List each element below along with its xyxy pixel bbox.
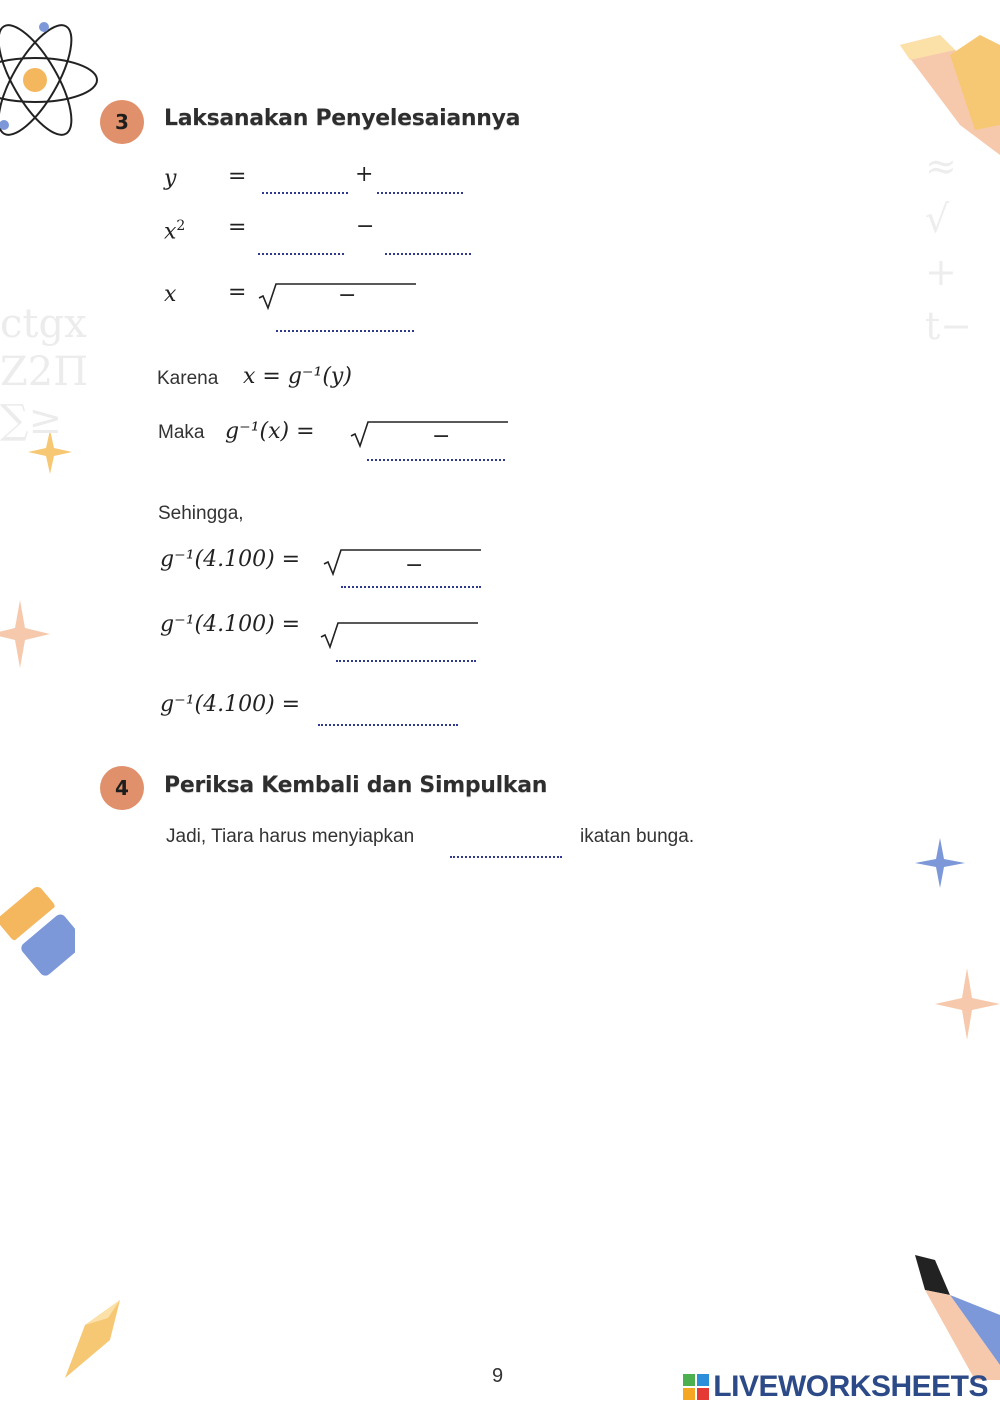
maka-label: Maka xyxy=(158,422,205,443)
step-3-title: Laksanakan Penyelesaiannya xyxy=(164,106,521,131)
answer-blank[interactable] xyxy=(276,330,414,332)
answer-blank[interactable] xyxy=(450,856,562,858)
answer-blank[interactable] xyxy=(318,724,458,726)
row3-operator: − xyxy=(338,283,357,308)
liveworksheets-brand: LIVEWORKSHEETS xyxy=(713,1370,988,1403)
liveworksheets-logo[interactable] xyxy=(683,1370,988,1404)
background-scribble: ≈ √ + t− xyxy=(925,144,973,348)
row2-exponent: 2 xyxy=(176,218,186,234)
row1-equals: = xyxy=(228,164,247,189)
answer-blank[interactable] xyxy=(367,459,505,461)
sparkle-icon xyxy=(915,838,965,888)
row2-lhs xyxy=(164,218,185,244)
row1-lhs: y xyxy=(164,166,177,191)
sparkle-icon xyxy=(935,968,1000,1040)
answer-blank[interactable] xyxy=(258,253,344,255)
square-root-icon xyxy=(323,548,483,576)
karena-expression: x = g⁻¹(y) xyxy=(243,364,352,389)
row2-variable: x xyxy=(164,219,177,245)
answer-blank[interactable] xyxy=(341,586,481,588)
conclusion-text-after: ikatan bunga. xyxy=(580,826,695,847)
answer-blank[interactable] xyxy=(336,660,476,662)
row1-operator: + xyxy=(355,162,374,187)
answer-blank[interactable] xyxy=(377,192,463,194)
answer-blank[interactable] xyxy=(385,253,471,255)
row2-equals: = xyxy=(228,215,247,240)
background-scribble: ctgx Z2Π ∑≥ xyxy=(0,301,89,443)
karena-label: Karena xyxy=(157,368,219,389)
row3-equals: = xyxy=(228,280,247,305)
row3-lhs: x xyxy=(164,282,177,307)
calc3-expression: g⁻¹(4.100) = xyxy=(160,692,301,717)
pencil-icon xyxy=(60,1300,125,1380)
row2-operator: − xyxy=(356,214,375,239)
calc1-expression: g⁻¹(4.100) = xyxy=(160,547,301,572)
pencil-icon xyxy=(915,1255,1000,1380)
step-4-title: Periksa Kembali dan Simpulkan xyxy=(164,773,548,798)
step-4-badge: 4 xyxy=(100,766,144,810)
sparkle-icon xyxy=(0,600,50,668)
calc1-operator: − xyxy=(405,553,424,578)
answer-blank[interactable] xyxy=(262,192,348,194)
maka-operator: − xyxy=(432,424,451,449)
square-root-icon xyxy=(350,420,510,448)
page-number: 9 xyxy=(492,1365,504,1387)
calc2-expression: g⁻¹(4.100) = xyxy=(160,612,301,637)
atom-icon xyxy=(0,15,105,145)
step-3-badge: 3 xyxy=(100,100,144,144)
conclusion-text-before: Jadi, Tiara harus menyiapkan xyxy=(166,826,415,847)
eraser-icon xyxy=(0,875,75,980)
liveworksheets-logo-icon xyxy=(683,1374,709,1400)
maka-expression: g⁻¹(x) = xyxy=(225,419,315,444)
square-root-icon xyxy=(320,621,480,649)
sehingga-label: Sehingga, xyxy=(158,503,244,524)
